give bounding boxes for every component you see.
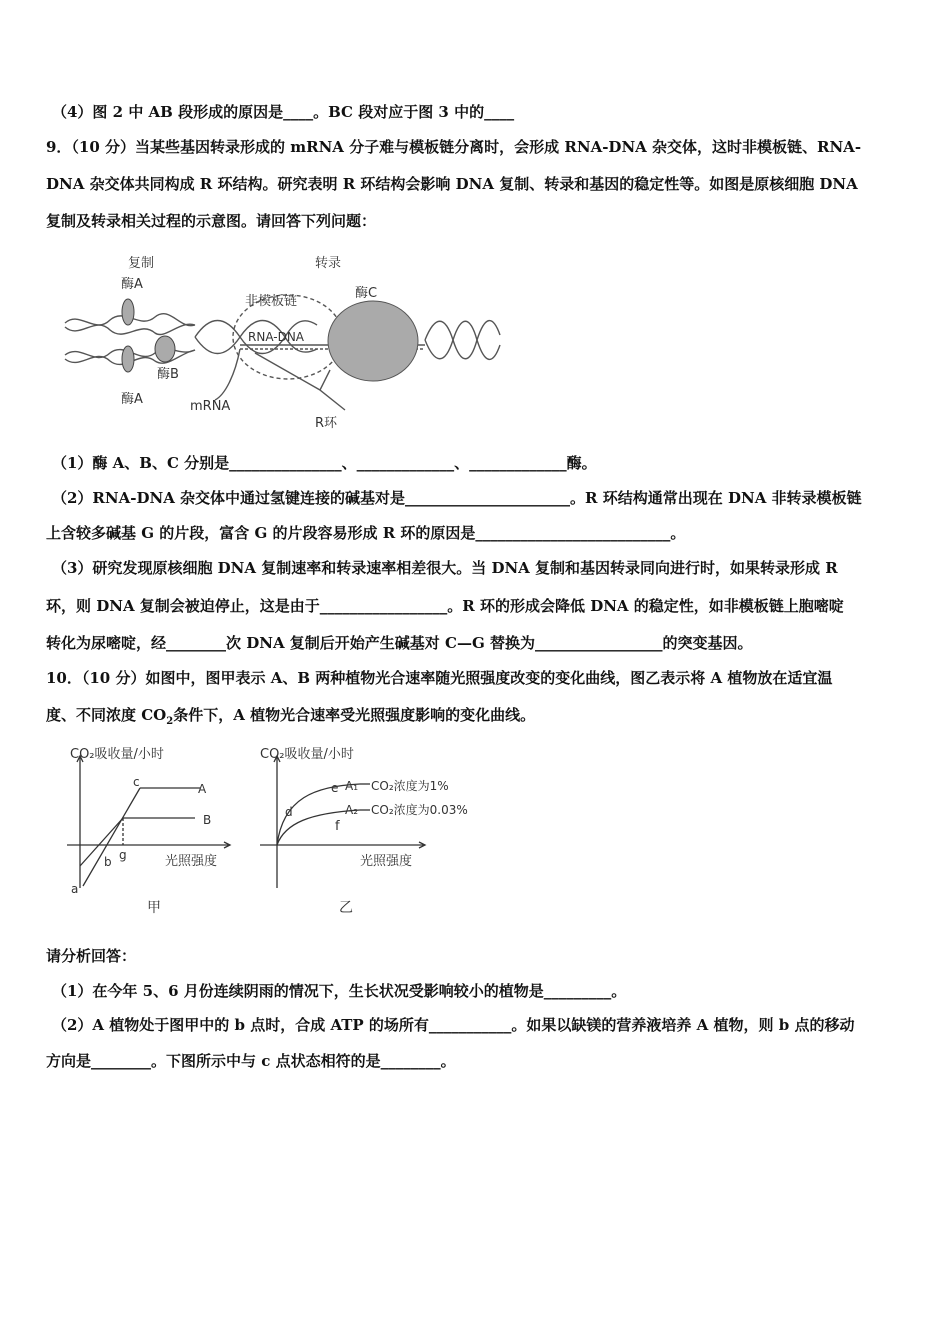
graph-jia-xlabel: 光照强度 <box>165 854 218 869</box>
graph-jia-point-g: g <box>119 848 127 862</box>
q10-part2-line1: （2）A 植物处于图甲中的 b 点时，合成 ATP 的场所有___________。如果以缺镁的营养液培养 A 植物，则 b 点的移动 <box>52 1016 855 1034</box>
graph-jia-ylabel: CO₂吸收量/小时 <box>70 747 164 762</box>
fig1-label-copy: 复制 <box>128 256 155 271</box>
q10-intro: 请分析回答： <box>46 947 137 965</box>
graph-yi-xlabel: 光照强度 <box>360 854 413 869</box>
q10-stem-line2: 度、不同浓度 $CO_2$条件下，A 植物光合速率受光照强度影响的变化曲线。 <box>46 706 536 727</box>
q9-part2-line2: 上含较多碱基 G 的片段，富含 G 的片段容易形成 R 环的原因是__________________________。 <box>46 524 686 542</box>
replication-transcription-diagram <box>55 245 505 435</box>
fig1-label-nontemplate: 非模板链 <box>245 294 298 309</box>
graph-jia-point-b: b <box>104 855 112 869</box>
fig1-label-transcribe: 转录 <box>315 256 342 271</box>
graph-jia-point-c: c <box>133 775 140 789</box>
fig1-label-enzymeB: 酶B <box>157 367 179 382</box>
fig1-label-rloop: R环 <box>315 416 338 431</box>
graph-yi-ylabel: CO₂吸收量/小时 <box>260 747 354 762</box>
q9-part3-line1: （3）研究发现原核细胞 DNA 复制速率和转录速率相差很大。当 DNA 复制和基因转录同向进行时，如果转录形成 R <box>52 559 838 577</box>
q9-stem-line2: DNA 杂交体共同构成 R 环结构。研究表明 R 环结构会影响 DNA 复制、转录和基因的稳定性等。如图是原核细胞 DNA <box>46 175 858 193</box>
graph-yi-a2-text: CO₂浓度为0.03% <box>371 803 468 817</box>
graph-jia-caption: 甲 <box>147 900 161 916</box>
q10-part2-line2: 方向是________。下图所示中与 c 点状态相符的是________。 <box>46 1052 456 1070</box>
fig1-label-enzymeC: 酶C <box>355 286 378 301</box>
q9-part2-line1: （2）RNA-DNA 杂交体中通过氢键连接的碱基对是______________________。R 环结构通常出现在 DNA 非转录模板链 <box>52 489 862 507</box>
graph-jia-curve-a: A <box>198 782 207 796</box>
q10-stem-line1: 10．（10 分）如图中，图甲表示 A、B 两种植物光合速率随光照强度改变的变化曲线，图乙表示将 A 植物放在适宜温 <box>46 669 833 687</box>
graph-yi-point-d: d <box>285 805 293 819</box>
photosynthesis-graphs <box>55 738 535 923</box>
graph-yi-a2: A₂ <box>345 803 359 817</box>
graph-jia-point-a: a <box>71 882 79 896</box>
graph-yi-a1-text: CO₂浓度为1% <box>371 779 449 793</box>
graph-jia-curve-b: B <box>203 813 212 827</box>
q10-part1: （1）在今年 5、6 月份连续阴雨的情况下，生长状况受影响较小的植物是_________。 <box>52 982 627 1000</box>
graph-yi-caption: 乙 <box>339 900 353 916</box>
q9-part3-line2: 环，则 DNA 复制会被迫停止，这是由于_________________。R 环的形成会降低 DNA 的稳定性，如非模板链上胞嘧啶 <box>46 597 844 615</box>
q8-part4: （4）图 2 中 AB 段形成的原因是____。BC 段对应于图 3 中的____ <box>52 103 515 121</box>
fig1-label-hybrid: RNA-DNA <box>248 330 305 344</box>
q9-part1: （1）酶 A、B、C 分别是_______________、_____________、_____________酶。 <box>52 454 597 472</box>
fig1-label-enzymeA-top: 酶A <box>121 277 143 292</box>
q9-part3-line3: 转化为尿嘧啶，经________次 DNA 复制后开始产生碱基对 C—G 替换为_________________的突变基因。 <box>46 634 753 652</box>
q9-stem-line1: 9．（10 分）当某些基因转录形成的 mRNA 分子难与模板链分离时，会形成 RNA-DNA 杂交体，这时非模板链、RNA- <box>46 138 862 156</box>
graph-yi-a1: A₁ <box>345 779 359 793</box>
graph-yi-point-f: f <box>335 819 340 834</box>
graph-yi-point-e: e <box>331 781 339 795</box>
fig1-label-mrna: mRNA <box>190 399 231 414</box>
fig1-label-enzymeA-bottom: 酶A <box>121 392 143 407</box>
q9-stem-line3: 复制及转录相关过程的示意图。请回答下列问题： <box>46 212 377 230</box>
